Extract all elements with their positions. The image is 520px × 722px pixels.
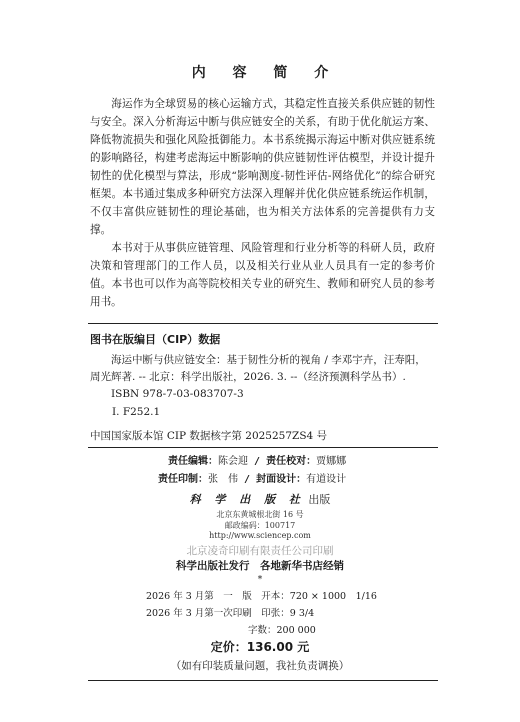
- publisher-postcode: 邮政编码：100717: [224, 521, 296, 530]
- printer-line: 北京凌奇印刷有限责任公司印刷: [186, 545, 334, 557]
- distributor-line: 科学出版社发行 各地新华书店经销: [176, 560, 344, 572]
- proofreader-name: 贾娜娜: [316, 456, 347, 467]
- cip-record: [90, 352, 435, 403]
- cip-line-2: 周光辉著. -- 北京：科学出版社，2026. 3. --（经济预测科学丛书）.: [90, 371, 406, 383]
- cip-heading: 图书在版编目（CIP）数据: [90, 333, 221, 346]
- summary-paragraph-2: 本书对于从事供应链管理、风险管理和行业分析等的科研人员，政府决策和管理部门的工作人员，以及相关行业从业人员具有一定的参考价值。本书也可以作为高等院校相关专业的研究生、教师和研究人员的参考用书。: [90, 242, 435, 308]
- editor-label: 责任编辑：: [168, 456, 218, 467]
- cover-designer-name: 有道设计: [306, 474, 347, 485]
- quality-notice: （如有印装质量问题，我社负责调换）: [170, 660, 350, 672]
- publisher-line: [0, 491, 520, 507]
- top-divider: [88, 323, 438, 324]
- staff-line-2: [158, 470, 346, 485]
- cip-number: 中国国家版本馆 CIP 数据核字第 2025257ZS4 号: [90, 430, 328, 442]
- staff-line-1: [168, 452, 346, 467]
- print-manager-label: 责任印制：: [158, 474, 208, 485]
- proofreader-label: / 责任校对：: [254, 456, 317, 467]
- bottom-divider: [88, 680, 438, 681]
- star-divider: *: [257, 575, 263, 585]
- price: 定价：136.00 元: [210, 640, 310, 654]
- edition-line-1: 2026 年 3 月第 一 版 开本：720 × 1000 1/16: [146, 591, 377, 602]
- publisher-logo-name: 科 学 出 版 社: [189, 493, 305, 506]
- cover-design-label: / 封面设计：: [244, 474, 307, 485]
- print-manager-name: 张 伟: [208, 474, 238, 485]
- cip-isbn: ISBN 978-7-03-083707-3: [111, 388, 244, 400]
- cip-classification: Ⅰ. F252.1: [112, 406, 161, 418]
- publisher-website: http://www.sciencep.com: [209, 531, 311, 540]
- summary-paragraph-1: 海运作为全球贸易的核心运输方式，其稳定性直接关系供应链的韧性与安全。深入分析海运中断与供应链安全的关系，有助于优化航运方案、降低物流损失和强化风险抵御能力。本书系统揭示海运中断对供应链系统的影响路径，构建考虑海运中断影响的供应链韧性评估模型，并设计提升韧性的优化模型与算法，形成“影响测度-韧性评估-网络优化”的综合研究框架。本书通过集成多种研究方法深入理解并优化供应链系统运作机制，不仅丰富供应链韧性的理论基础，也为相关方法体系的完善提供有力支撑。: [90, 98, 435, 236]
- editor-name: 陈会迎: [218, 456, 248, 467]
- word-count: 字数：200 000: [248, 625, 316, 636]
- page-title: 内 容 简 介: [191, 65, 340, 81]
- edition-line-2: 2026 年 3 月第一次印刷 印张：9 3/4: [146, 608, 315, 619]
- publisher-address: 北京东黄城根北街 16 号: [216, 510, 304, 519]
- content-summary: [90, 95, 435, 311]
- middle-divider: [88, 447, 438, 448]
- cip-line-1: 海运中断与供应链安全：基于韧性分析的视角 / 李邓宇卉，汪寿阳，: [111, 354, 426, 366]
- publisher-suffix: 出版: [308, 493, 331, 506]
